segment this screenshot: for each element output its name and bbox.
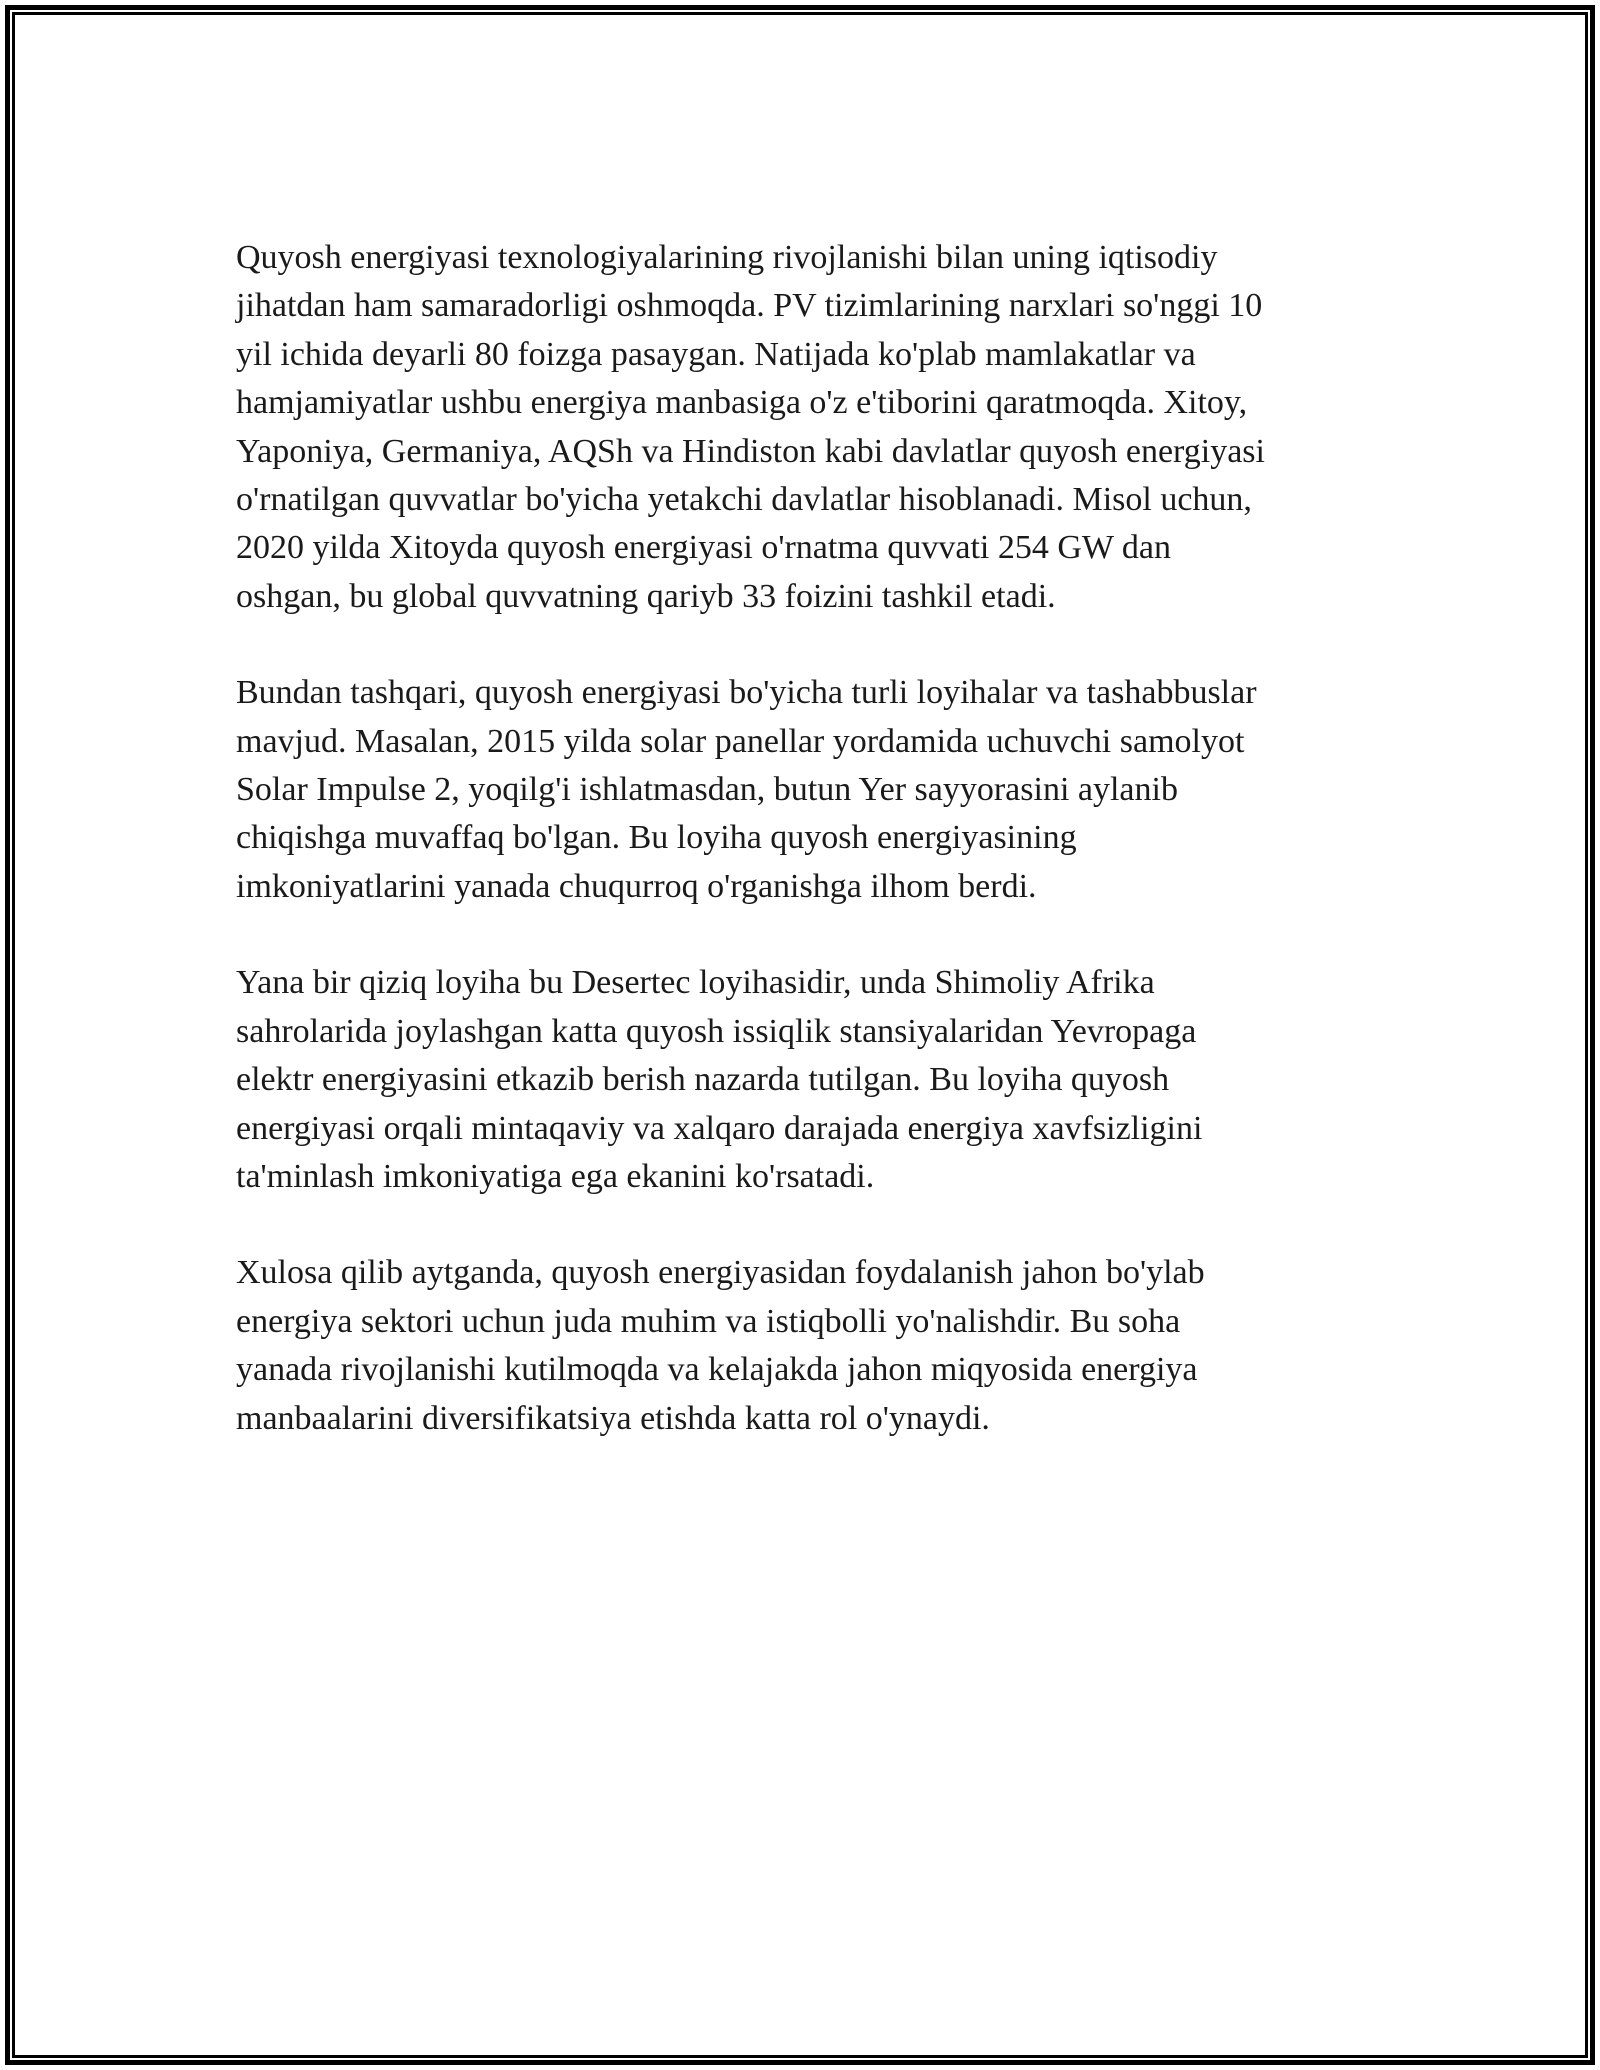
document-body	[236, 234, 1376, 1491]
text-line: imkoniyatlarini yanada chuqurroq o'rganishga ilhom berdi.	[236, 867, 1037, 905]
text-line: Xulosa qilib aytganda, quyosh energiyasidan foydalanish jahon bo'ylab	[236, 1254, 1205, 1292]
text-line: oshgan, bu global quvvatning qariyb 33 foizini tashkil etadi.	[236, 577, 1056, 615]
text-line: yil ichida deyarli 80 foizga pasaygan. Natijada ko'plab mamlakatlar va	[236, 335, 1196, 373]
text-line: Yaponiya, Germaniya, AQSh va Hindiston kabi davlatlar quyosh energiyasi	[236, 432, 1265, 470]
text-line: mavjud. Masalan, 2015 yilda solar panellar yordamida uchuvchi samolyot	[236, 722, 1245, 760]
text-line: Bundan tashqari, quyosh energiyasi bo'yicha turli loyihalar va tashabbuslar	[236, 674, 1257, 712]
text-line: o'rnatilgan quvvatlar bo'yicha yetakchi davlatlar hisoblanadi. Misol uchun,	[236, 481, 1252, 519]
text-line: 2020 yilda Xitoyda quyosh energiyasi o'rnatma quvvati 254 GW dan	[236, 529, 1171, 567]
text-line: Yana bir qiziq loyiha bu Desertec loyihasidir, unda Shimoliy Afrika	[236, 964, 1155, 1002]
paragraph-2	[236, 669, 1376, 911]
paragraph-3	[236, 959, 1376, 1201]
text-line: hamjamiyatlar ushbu energiya manbasiga o'z e'tiborini qaratmoqda. Xitoy,	[236, 384, 1248, 422]
text-line: sahrolarida joylashgan katta quyosh issiqlik stansiyalaridan Yevropaga	[236, 1012, 1197, 1050]
text-line: manbaalarini diversifikatsiya etishda katta rol o'ynaydi.	[236, 1399, 990, 1437]
text-line: Quyosh energiyasi texnologiyalarining rivojlanishi bilan uning iqtisodiy	[236, 239, 1218, 276]
paragraph-1	[236, 234, 1376, 621]
text-line: Solar Impulse 2, yoqilg'i ishlatmasdan, butun Yer sayyorasini aylanib	[236, 771, 1178, 809]
text-line: chiqishga muvaffaq bo'lgan. Bu loyiha quyosh energiyasining	[236, 819, 1077, 857]
text-line: ta'minlash imkoniyatiga ega ekanini ko'rsatadi.	[236, 1157, 875, 1195]
text-line: jihatdan ham samaradorligi oshmoqda. PV tizimlarining narxlari so'nggi 10	[236, 287, 1263, 325]
text-line: yanada rivojlanishi kutilmoqda va kelajakda jahon miqyosida energiya	[236, 1351, 1198, 1389]
text-line: energiya sektori uchun juda muhim va istiqbolli yo'nalishdir. Bu soha	[236, 1302, 1181, 1340]
text-line: elektr energiyasini etkazib berish nazarda tutilgan. Bu loyiha quyosh	[236, 1061, 1170, 1099]
text-line: energiyasi orqali mintaqaviy va xalqaro darajada energiya xavfsizligini	[236, 1109, 1203, 1147]
paragraph-4	[236, 1249, 1376, 1443]
